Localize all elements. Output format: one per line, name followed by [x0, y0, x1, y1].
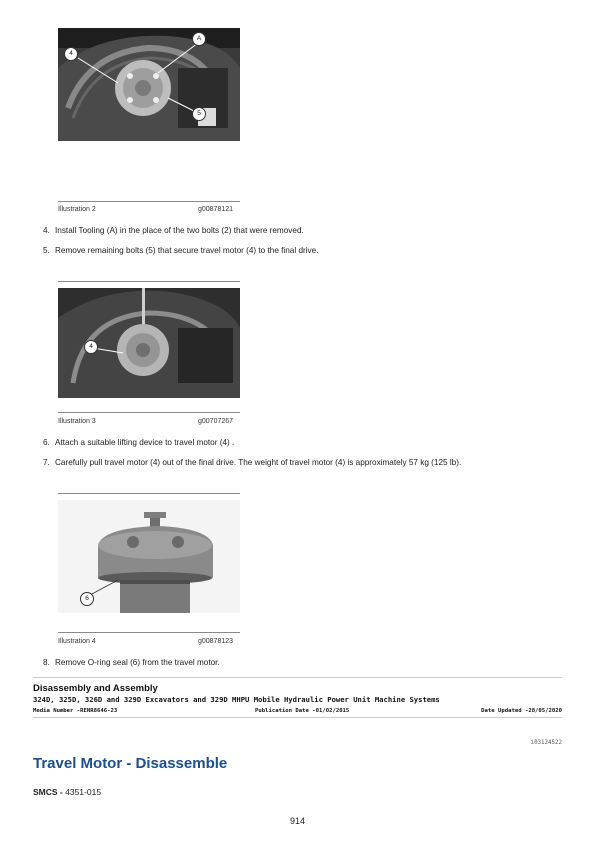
illustration-3-code: g00707267 — [198, 418, 234, 425]
section-subtitle: 324D, 325D, 326D and 329D Excavators and 329D MHPU Mobile Hydraulic Power Unit Machine Systems — [33, 695, 440, 704]
illustration-4-top-rule — [58, 493, 240, 494]
illustration-2-rule — [58, 201, 240, 202]
illustration-3-label: Illustration 3 — [58, 418, 96, 425]
illustration-3-top-rule — [58, 281, 240, 282]
callout-4-ill3: 4 — [84, 340, 98, 354]
section-title: Disassembly and Assembly — [33, 683, 158, 694]
document-id: i03124522 — [530, 740, 562, 746]
step-4-num: 4. — [43, 226, 50, 235]
step-7-num: 7. — [43, 458, 50, 467]
media-number: Media Number -RENR8646-23 — [33, 708, 118, 714]
smcs-label: SMCS - — [33, 787, 63, 797]
step-5-text: Remove remaining bolts (5) that secure travel motor (4) to the final drive. — [55, 246, 319, 255]
step-7-text: Carefully pull travel motor (4) out of the final drive. The weight of travel motor (4) is approximately 57 kg (125 lb). — [55, 458, 462, 467]
step-8-text: Remove O-ring seal (6) from the travel motor. — [55, 658, 220, 667]
publication-date: Publication Date -01/02/2015 — [255, 708, 350, 714]
step-7 — [43, 458, 461, 467]
callout-a: A — [192, 32, 206, 46]
illustration-2-photo — [58, 28, 240, 141]
callout-5: 5 — [192, 107, 206, 121]
step-4-text: Install Tooling (A) in the place of the two bolts (2) that were removed. — [55, 226, 304, 235]
step-6 — [43, 438, 234, 447]
illustration-4-label: Illustration 4 — [58, 638, 96, 645]
step-8 — [43, 658, 220, 667]
illustration-2-label: Illustration 2 — [58, 206, 96, 213]
travel-motor-photo-1 — [58, 28, 240, 141]
step-4 — [43, 226, 304, 235]
date-updated: Date Updated -28/05/2020 — [481, 708, 562, 714]
step-6-num: 6. — [43, 438, 50, 447]
callout-4: 4 — [64, 47, 78, 61]
illustration-4-rule — [58, 632, 240, 633]
page-number: 914 — [289, 816, 306, 826]
step-8-num: 8. — [43, 658, 50, 667]
step-6-text: Attach a suitable lifting device to travel motor (4) . — [55, 438, 235, 447]
illustration-3-rule — [58, 412, 240, 413]
illustration-4-code: g00878123 — [198, 638, 234, 645]
section-divider — [33, 677, 562, 678]
page-heading: Travel Motor - Disassemble — [33, 755, 228, 772]
smcs-value: 4351-015 — [65, 787, 102, 797]
smcs-code — [33, 787, 101, 797]
step-5 — [43, 246, 318, 255]
step-5-num: 5. — [43, 246, 50, 255]
meta-divider — [33, 717, 562, 718]
illustration-2-code: g00878121 — [198, 206, 234, 213]
callout-6: 6 — [80, 592, 94, 606]
